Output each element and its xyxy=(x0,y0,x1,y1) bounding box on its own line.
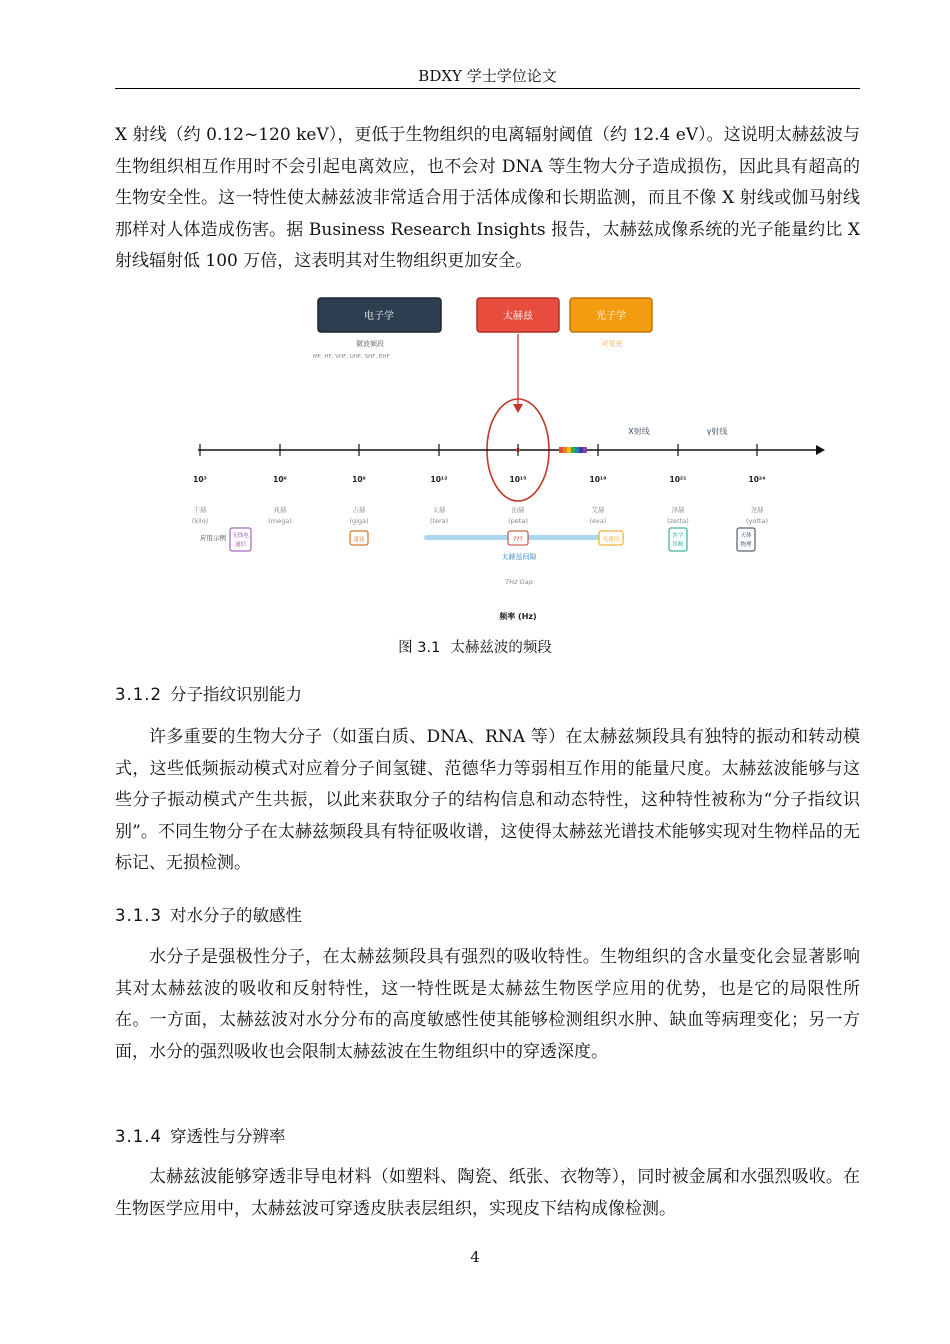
header-rule xyxy=(115,88,860,89)
tick-unit-6: (zetta) xyxy=(667,517,689,525)
terahertz-gap-label-en: THz Gap xyxy=(505,578,533,586)
paragraph-penetration: 太赫兹波能够穿透非导电材料（如塑料、陶瓷、纸张、衣物等），同时被金属和水强烈吸收。在生物医学应用中，太赫兹波可穿透皮肤表层组织，实现皮下结构成像检测。 xyxy=(115,1167,860,1219)
paragraph-water-sensitivity: 水分子是强极性分子，在太赫兹频段具有强烈的吸收特性。生物组织的含水量变化会显著影响其对太赫兹波的吸收和反射特性，这一特性既是太赫兹生物医学应用的优势，也是它的局限性所在。一方面，太赫兹波对水分分布的高度敏感性使其能够检测组织水肿、缺血等病理变化；另一方面，水分的强烈吸收也会限制太赫兹波在生物组织中的穿透深度。 xyxy=(115,947,860,1062)
photonics-box-label: 光子学 xyxy=(596,311,626,322)
tick-label-5: 10¹⁸ xyxy=(589,475,607,484)
tick-prefix-3: 太赫 xyxy=(432,506,446,514)
figure-caption xyxy=(0,637,950,659)
figure-caption-text: 太赫兹波的频段 xyxy=(450,640,552,656)
visible-spectrum-blue xyxy=(575,447,579,453)
app-medical-diagnosis xyxy=(669,528,687,551)
section-heading-3-1-2 xyxy=(115,683,302,707)
terahertz-arrowhead xyxy=(513,404,523,413)
visible-spectrum-orange xyxy=(563,447,567,453)
app-radio-line1: 无线电 xyxy=(232,533,249,539)
tick-prefix-4: 拍赫 xyxy=(511,506,525,514)
tick-label-6: 10²¹ xyxy=(669,475,687,484)
app-astrophysics xyxy=(737,528,755,551)
photonics-sub-label: 可见光 xyxy=(601,340,623,348)
tick-unit-4: (peta) xyxy=(508,517,528,525)
tick-5 xyxy=(589,444,606,525)
section-number: 3.1.3 xyxy=(115,906,162,925)
terahertz-gap-label: 太赫兹间隙 xyxy=(501,553,537,561)
tick-unit-3: (tera) xyxy=(429,517,449,525)
visible-spectrum-indigo xyxy=(579,447,583,453)
visible-spectrum-green xyxy=(571,447,575,453)
tick-unit-0: (kilo) xyxy=(191,517,209,525)
terahertz-box-label: 太赫兹 xyxy=(503,311,533,322)
tick-prefix-1: 兆赫 xyxy=(273,506,287,514)
tick-label-7: 10²⁴ xyxy=(748,475,766,484)
app-astro-line1: 天体 xyxy=(740,533,752,539)
app-radar xyxy=(350,531,368,545)
tick-label-4: 10¹⁵ xyxy=(509,475,527,484)
frequency-axis-arrowhead xyxy=(816,445,825,455)
visible-spectrum-violet xyxy=(583,447,587,453)
tick-7 xyxy=(746,444,768,525)
gamma-label: γ射线 xyxy=(706,427,728,436)
visible-spectrum-red xyxy=(559,447,563,453)
figure-caption-number: 图 3.1 xyxy=(398,640,441,656)
app-medical-line2: 诊断 xyxy=(672,542,684,548)
page-number: 4 xyxy=(470,1248,480,1266)
terahertz-band-figure xyxy=(180,290,830,630)
section-number: 3.1.4 xyxy=(115,1127,162,1146)
electronics-bands-label: MF, HF, VHF, UHF, SHF, EHF xyxy=(313,354,390,360)
tick-prefix-7: 尧赫 xyxy=(750,506,764,514)
tick-prefix-0: 千赫 xyxy=(193,506,207,514)
frequency-axis-title: 频率 (Hz) xyxy=(499,612,537,621)
app-astro-line2: 物理 xyxy=(740,542,752,548)
section-number: 3.1.2 xyxy=(115,685,162,704)
app-unknown-label: ??? xyxy=(513,536,523,543)
tick-1 xyxy=(268,444,292,525)
tick-label-0: 10³ xyxy=(193,475,207,484)
xray-label: X射线 xyxy=(628,427,650,436)
section-heading-3-1-4 xyxy=(115,1125,285,1149)
tick-0 xyxy=(192,444,208,525)
section-title: 对水分子的敏感性 xyxy=(169,906,302,925)
tick-prefix-6: 泽赫 xyxy=(671,506,685,514)
application-examples-label: 应用示例 xyxy=(200,534,226,542)
tick-unit-2: (giga) xyxy=(349,517,369,525)
visible-spectrum-yellow xyxy=(567,447,571,453)
electronics-sub-label: 微波频段 xyxy=(356,340,384,348)
section-title: 穿透性与分辨率 xyxy=(169,1127,286,1146)
tick-prefix-5: 艾赫 xyxy=(591,506,605,514)
app-unknown xyxy=(508,531,528,545)
running-header: BDXY 学士学位论文 xyxy=(418,67,557,85)
tick-2 xyxy=(349,444,368,525)
section-heading-3-1-3 xyxy=(115,904,302,928)
tick-label-1: 10⁶ xyxy=(273,475,287,484)
app-optical-communication xyxy=(599,531,623,545)
tick-prefix-2: 吉赫 xyxy=(352,506,366,514)
app-radio-line2: 通信 xyxy=(234,542,247,548)
tick-unit-7: (yotta) xyxy=(746,517,768,525)
tick-6 xyxy=(667,444,689,525)
tick-label-3: 10¹² xyxy=(430,475,448,484)
tick-4 xyxy=(508,444,528,525)
app-optical-label: 光通信 xyxy=(602,537,620,543)
section-title: 分子指纹识别能力 xyxy=(169,685,302,704)
electronics-box-label: 电子学 xyxy=(364,311,394,322)
app-radar-label: 雷达 xyxy=(353,537,365,543)
tick-3 xyxy=(430,444,448,525)
paragraph-molecular-fingerprint: 许多重要的生物大分子（如蛋白质、DNA、RNA 等）在太赫兹频段具有独特的振动和转动模式，这些低频振动模式对应着分子间氢键、范德华力等弱相互作用的能量尺度。太赫兹波能够与这些分子振动模式产生共振，以此来获取分子的结构信息和动态特性，这种特性被称为“分子指纹识别”。不同生物分子在太赫兹频段具有特征吸收谱，这使得太赫兹光谱技术能够实现对生物样品的无标记、无损检测。 xyxy=(115,727,860,873)
app-radio-communication xyxy=(230,528,251,551)
tick-label-2: 10⁹ xyxy=(352,475,366,484)
paragraph-safety: X 射线（约 0.12~120 keV），更低于生物组织的电离辐射阈值（约 12.4 eV）。这说明太赫兹波与生物组织相互作用时不会引起电离效应，也不会对 DNA 等生物大分子造成损伤，因此具有超高的生物安全性。这一特性使太赫兹波非常适合用于活体成像和长期监测，而且不像 X 射线或伽马射线那样对人体造成伤害。据 Business Research Insights 报告，太赫兹成像系统的光子能量约比 X 射线辐射低 100 万倍，这表明其对生物组织更加安全。 xyxy=(115,125,860,271)
tick-unit-1: (mega) xyxy=(268,517,292,525)
app-medical-line1: 医学 xyxy=(672,533,684,539)
tick-unit-5: (exa) xyxy=(589,517,607,525)
